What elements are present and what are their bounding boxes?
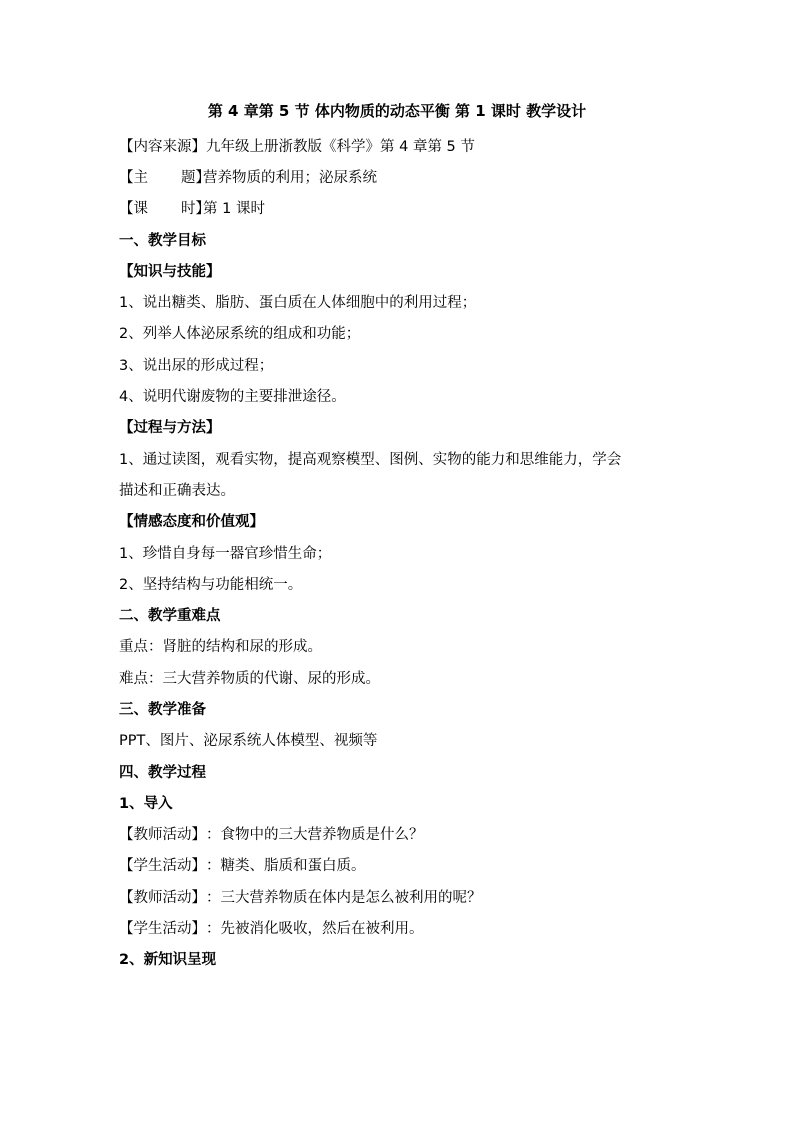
dialog-text: ：先被消化吸收，然后在被利用。: [206, 921, 424, 938]
paragraph-process-line-1: 1、通过读图，观看实物，提高观察模型、图例、实物的能力和思维能力，学会: [119, 451, 622, 468]
preparation-text: PPT、图片、泌尿系统人体模型、视频等: [119, 733, 378, 750]
document-body: [119, 131, 699, 976]
meta-topic-label: [119, 168, 210, 188]
dialog-line: [119, 913, 699, 944]
meta-period-label-close: 时】: [181, 201, 210, 218]
dialog-role: 【教师活动】: [119, 889, 206, 906]
dialog-role: 【学生活动】: [119, 921, 206, 938]
document-title: 第 4 章第 5 节 体内物质的动态平衡 第 1 课时 教学设计: [207, 102, 587, 120]
meta-period-label-open: 【课: [119, 201, 148, 218]
meta-period-line: [119, 194, 699, 225]
dialog-text: ：食物中的三大营养物质是什么？: [206, 827, 424, 844]
list-item: 1、珍惜自身每一器官珍惜生命；: [119, 545, 332, 562]
list-item: 2、列举人体泌尿系统的组成和功能；: [119, 326, 361, 343]
section-heading-key-points: 二、教学重难点: [119, 608, 221, 625]
list-item: 1、说出糖类、脂肪、蛋白质在人体细胞中的利用过程；: [119, 295, 477, 312]
list-item: 4、说明代谢废物的主要排泄途径。: [119, 389, 346, 406]
meta-source-label: 【内容来源】: [119, 138, 206, 155]
meta-topic-line: [119, 162, 699, 193]
dialog-line: [119, 820, 699, 851]
subheading-process: 【过程与方法】: [119, 420, 221, 437]
paragraph-process-line-2: 描述和正确表达。: [119, 482, 235, 499]
list-item: 3、说出尿的形成过程；: [119, 357, 274, 374]
difficult-point-text: 难点：三大营养物质的代谢、尿的形成。: [119, 670, 380, 687]
subheading-knowledge: 【知识与技能】: [119, 263, 221, 280]
dialog-role: 【学生活动】: [119, 858, 206, 875]
meta-period-value: 第 1 课时: [203, 201, 265, 218]
step-heading-new-knowledge: 2、新知识呈现: [119, 952, 217, 969]
subheading-attitude: 【情感态度和价值观】: [119, 514, 264, 531]
key-point-text: 重点：肾脏的结构和尿的形成。: [119, 639, 322, 656]
meta-topic-value: 营养物质的利用；泌尿系统: [203, 169, 377, 186]
dialog-text: ：糖类、脂质和蛋白质。: [206, 858, 366, 875]
section-heading-objectives: 一、教学目标: [119, 232, 206, 249]
meta-source-line: [119, 131, 699, 162]
dialog-line: [119, 882, 699, 913]
dialog-role: 【教师活动】: [119, 827, 206, 844]
step-heading-intro: 1、导入: [119, 795, 173, 812]
section-heading-preparation: 三、教学准备: [119, 701, 206, 718]
list-item: 2、坚持结构与功能相统一。: [119, 576, 303, 593]
dialog-text: ：三大营养物质在体内是怎么被利用的呢？: [206, 889, 482, 906]
dialog-line: [119, 851, 699, 882]
meta-source-value: 九年级上册浙教版《科学》第 4 章第 5 节: [206, 138, 475, 155]
meta-topic-label-open: 【主: [119, 169, 148, 186]
meta-period-label: [119, 199, 210, 219]
section-heading-process: 四、教学过程: [119, 764, 206, 781]
meta-topic-label-close: 题】: [181, 169, 210, 186]
